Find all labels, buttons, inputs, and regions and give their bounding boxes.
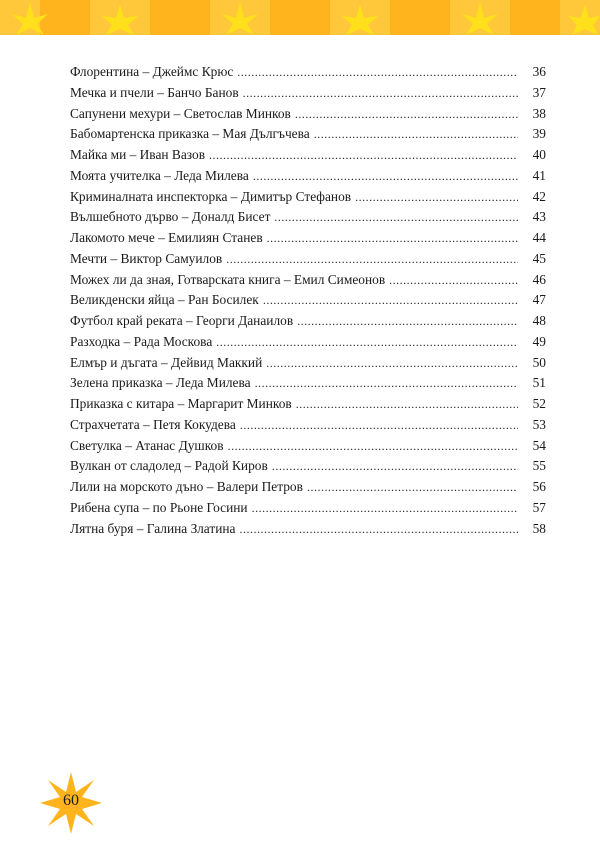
toc-dot-leader [389, 273, 518, 288]
toc-dot-leader [255, 376, 518, 391]
toc-entry-title: Сапунени мехури – Светослав Минков [70, 105, 291, 121]
toc-entry-title: Лакомото мече – Емилиян Станев [70, 230, 263, 245]
toc-dot-leader [240, 418, 518, 433]
toc-entry-page: 58 [532, 520, 546, 536]
toc-dot-leader [355, 190, 518, 205]
toc-entry-page: 48 [532, 313, 546, 328]
toc-dot-leader [228, 439, 518, 454]
toc-entry [70, 272, 546, 293]
toc-entry-title: Мечка и пчели – Банчо Банов [70, 84, 239, 100]
toc-entry-title: Криминалната инспекторка – Димитър Стефанов [70, 188, 352, 204]
toc-entry-page: 53 [532, 416, 546, 432]
toc-entry-page: 51 [532, 375, 546, 391]
toc-entry-page: 37 [532, 84, 546, 100]
toc-entry-title: Страхчетата – Петя Кокудева [70, 416, 236, 432]
toc-dot-leader [216, 335, 518, 350]
toc-entry-title: Зелена приказка – Леда Милева [70, 375, 251, 391]
page-number: 60 [63, 792, 79, 809]
toc-entry-title: Мечти – Виктор Самуилов [70, 250, 223, 266]
toc-entry-title: Рибена супа – по Рьоне Госини [70, 499, 248, 515]
toc-entry [70, 375, 546, 396]
toc-entry-page: 56 [532, 479, 546, 494]
toc-entry [70, 106, 546, 127]
toc-entry [70, 500, 546, 521]
table-of-contents [70, 64, 546, 541]
toc-entry-page: 57 [532, 499, 546, 515]
toc-dot-leader [226, 252, 518, 267]
toc-entry-title: Моята учителка – Леда Милева [70, 167, 249, 183]
toc-entry-title: Футбол край реката – Георги Данаилов [70, 313, 294, 328]
toc-entry-title: Лили на морското дъно – Валери Петров [70, 479, 303, 494]
toc-entry-page: 45 [532, 250, 546, 266]
toc-entry-title: Великденски яйца – Ран Босилек [70, 292, 259, 308]
toc-entry [70, 292, 546, 313]
toc-entry [70, 209, 546, 230]
toc-entry-title: Бабомартенска приказка – Мая Дългъчева [70, 126, 310, 142]
toc-entry [70, 64, 546, 85]
toc-entry-page: 41 [532, 167, 546, 183]
toc-entry-title: Светулка – Атанас Душков [70, 437, 224, 453]
toc-entry-page: 40 [532, 147, 546, 162]
toc-dot-leader [297, 314, 518, 329]
toc-entry-title: Приказка с китара – Маргарит Минков [70, 396, 292, 411]
toc-dot-leader [272, 459, 518, 474]
toc-entry [70, 230, 546, 251]
toc-dot-leader [314, 127, 518, 142]
toc-entry-page: 46 [532, 271, 546, 287]
toc-entry-page: 52 [532, 396, 546, 411]
toc-dot-leader [253, 169, 518, 184]
toc-entry-title: Елмър и дъгата – Дейвид Маккий [70, 354, 263, 370]
toc-entry-title: Разходка – Рада Москова [70, 333, 213, 349]
toc-entry-page: 39 [532, 126, 546, 142]
toc-dot-leader [243, 86, 518, 101]
toc-entry-page: 44 [532, 230, 546, 245]
toc-entry-page: 47 [532, 292, 546, 308]
toc-entry [70, 126, 546, 147]
toc-dot-leader [209, 148, 518, 163]
decorative-star-band [0, 0, 600, 35]
toc-dot-leader [266, 356, 518, 371]
toc-dot-leader [274, 210, 518, 225]
toc-entry [70, 85, 546, 106]
star-pattern-icon [0, 0, 600, 35]
toc-entry-page: 55 [532, 458, 546, 474]
toc-dot-leader [252, 501, 518, 516]
toc-dot-leader [263, 293, 518, 308]
toc-entry [70, 313, 546, 334]
toc-entry-title: Лятна буря – Галина Златина [70, 520, 236, 536]
toc-entry-page: 50 [532, 354, 546, 370]
toc-entry [70, 147, 546, 168]
toc-entry [70, 479, 546, 500]
toc-entry [70, 521, 546, 542]
toc-entry-title: Майка ми – Иван Вазов [70, 147, 206, 162]
toc-entry [70, 396, 546, 417]
toc-entry [70, 355, 546, 376]
toc-entry-page: 36 [532, 64, 546, 79]
toc-entry-title: Можех ли да зная, Готварската книга – Емил Симеонов [70, 271, 386, 287]
toc-entry-page: 49 [532, 333, 546, 349]
toc-dot-leader [295, 107, 518, 122]
toc-dot-leader [307, 480, 518, 495]
toc-entry-title: Вълшебното дърво – Доналд Бисет [70, 209, 271, 225]
toc-entry [70, 438, 546, 459]
toc-entry [70, 417, 546, 438]
toc-dot-leader [267, 231, 518, 246]
toc-dot-leader [237, 65, 518, 80]
toc-entry [70, 458, 546, 479]
toc-entry-page: 42 [532, 188, 546, 204]
toc-entry-page: 43 [532, 209, 546, 225]
toc-entry-page: 38 [532, 105, 546, 121]
toc-entry [70, 334, 546, 355]
toc-entry-title: Флорентина – Джеймс Крюс [70, 64, 234, 79]
toc-entry [70, 168, 546, 189]
toc-dot-leader [296, 397, 518, 412]
toc-entry [70, 251, 546, 272]
toc-entry-title: Вулкан от сладолед – Радой Киров [70, 458, 268, 474]
toc-entry [70, 189, 546, 210]
toc-entry-page: 54 [532, 437, 546, 453]
toc-dot-leader [240, 522, 518, 537]
